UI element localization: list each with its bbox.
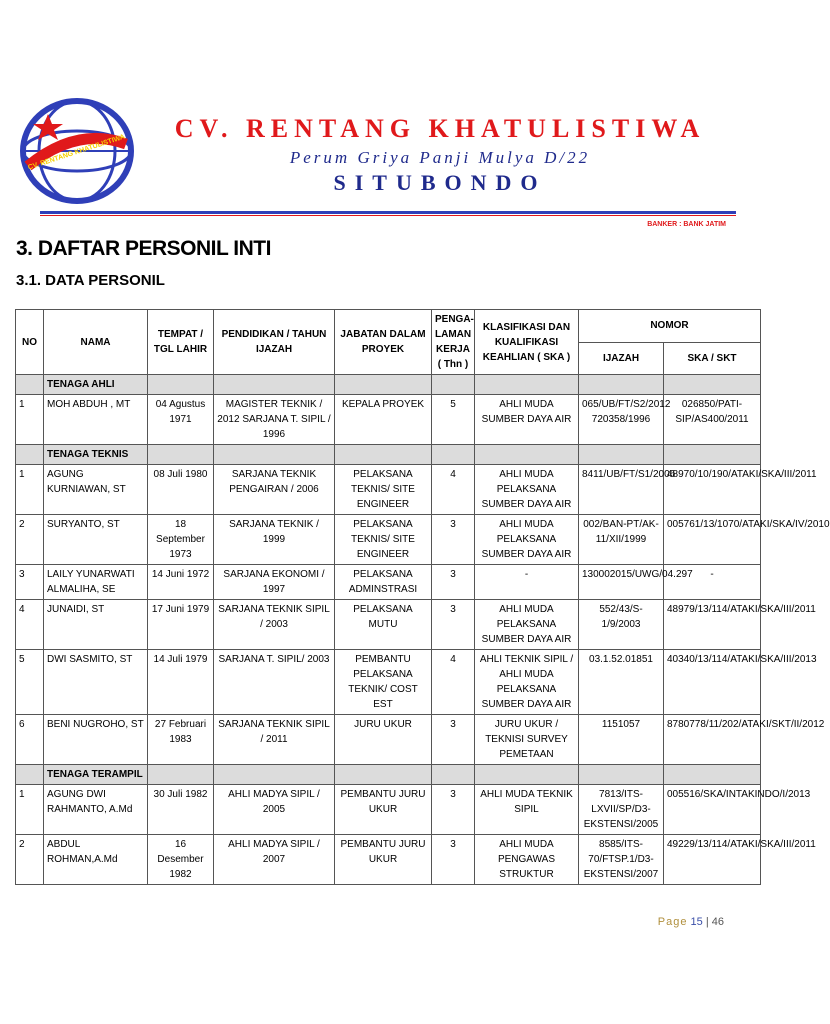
table-row [16,835,761,885]
cell-jabatan: PELAKSANA TEKNIS/ SITE ENGINEER [335,515,432,565]
cell-no: 1 [16,465,44,515]
section-row [16,445,761,465]
header-rule-red [40,215,736,216]
cell-klasifikasi: AHLI MUDA PENGAWAS STRUKTUR [475,835,579,885]
cell-ska: 40340/13/114/ATAKI/SKA/III/2013 [664,650,761,715]
cell-ijazah: 8411/UB/FT/S1/2006 [579,465,664,515]
cell-pengalaman: 3 [432,565,475,600]
cell-nama: JUNAIDI, ST [44,600,148,650]
section-cell [16,445,44,465]
table-row [16,515,761,565]
cell-ijazah: 130002015/UWG/04.297 [579,565,664,600]
cell-ttl: 04 Agustus 1971 [148,395,214,445]
cell-pendidikan: SARJANA TEKNIK / 1999 [214,515,335,565]
cell-ttl: 14 Juli 1979 [148,650,214,715]
cell-ska: 005761/13/1070/ATAKI/SKA/IV/2010 [664,515,761,565]
section-cell [475,765,579,785]
section-cell [475,375,579,395]
company-name: CV. RENTANG KHATULISTIWA [174,114,706,143]
cell-ska: 005516/SKA/INTAKINDO/I/2013 [664,785,761,835]
cell-nama: DWI SASMITO, ST [44,650,148,715]
page-number [658,916,724,928]
cell-ska: 48970/10/190/ATAKI/SKA/III/2011 [664,465,761,515]
company-city: SITUBONDO [333,170,547,195]
company-logo [18,96,136,206]
cell-pendidikan: SARJANA TEKNIK SIPIL / 2003 [214,600,335,650]
table-body [16,375,830,885]
cell-jabatan: KEPALA PROYEK [335,395,432,445]
section-cell [16,375,44,395]
section-cell [16,765,44,785]
section-row [16,375,761,395]
table-row [16,395,761,445]
cell-pendidikan: SARJANA EKONOMI / 1997 [214,565,335,600]
cell-ijazah: 1151057 [579,715,664,765]
cell-klasifikasi: AHLI MUDA SUMBER DAYA AIR [475,395,579,445]
section-cell [579,445,664,465]
cell-no: 1 [16,395,44,445]
cell-jabatan: PELAKSANA ADMINSTRASI [335,565,432,600]
cell-pengalaman: 3 [432,515,475,565]
section-heading: 3. DAFTAR PERSONIL INTI [16,237,271,260]
cell-ttl: 30 Juli 1982 [148,785,214,835]
cell-ijazah: 552/43/S-1/9/2003 [579,600,664,650]
table-row [16,650,761,715]
header-nama: NAMA [44,310,148,375]
cell-pendidikan: SARJANA TEKNIK SIPIL / 2011 [214,715,335,765]
section-cell [432,375,475,395]
section-cell [335,445,432,465]
section-cell [664,445,761,465]
cell-no: 2 [16,835,44,885]
section-cell [214,375,335,395]
cell-pengalaman: 5 [432,395,475,445]
cell-pengalaman: 3 [432,600,475,650]
cell-klasifikasi: AHLI MUDA PELAKSANA SUMBER DAYA AIR [475,515,579,565]
cell-nama: AGUNG KURNIAWAN, ST [44,465,148,515]
cell-jabatan: PELAKSANA MUTU [335,600,432,650]
cell-jabatan: PEMBANTU JURU UKUR [335,835,432,885]
header-ijazah: IJAZAH [579,342,664,375]
section-cell [664,765,761,785]
section-cell [579,765,664,785]
personnel-table [15,309,830,885]
cell-pendidikan: SARJANA TEKNIK PENGAIRAN / 2006 [214,465,335,515]
section-cell [148,765,214,785]
cell-jabatan: PEMBANTU JURU UKUR [335,785,432,835]
cell-no: 6 [16,715,44,765]
header-ska: SKA / SKT [664,342,761,375]
section-cell [214,445,335,465]
cell-ttl: 14 Juni 1972 [148,565,214,600]
cell-ijazah: 8585/ITS-70/FTSP.1/D3-EKSTENSI/2007 [579,835,664,885]
cell-nama: AGUNG DWI RAHMANTO, A.Md [44,785,148,835]
cell-ijazah: 065/UB/FT/S2/2012 720358/1996 [579,395,664,445]
header-ttl: TEMPAT / TGL LAHIR [148,310,214,375]
cell-ska: 48979/13/114/ATAKI/SKA/III/2011 [664,600,761,650]
cell-ttl: 18 September 1973 [148,515,214,565]
page-label: Page [657,916,688,928]
section-cell [214,765,335,785]
cell-pendidikan: SARJANA T. SIPIL/ 2003 [214,650,335,715]
cell-nama: MOH ABDUH , MT [44,395,148,445]
cell-nama: SURYANTO, ST [44,515,148,565]
header-pengalaman: PENGA- LAMAN KERJA ( Thn ) [432,310,475,375]
cell-ska: - [664,565,761,600]
banker-note: BANKER : BANK JATIM [647,221,726,228]
header-rule-blue [40,211,736,214]
cell-jabatan: PEMBANTU PELAKSANA TEKNIK/ COST EST [335,650,432,715]
cell-pengalaman: 3 [432,835,475,885]
section-cell [664,375,761,395]
section-cell [148,375,214,395]
cell-ttl: 17 Juni 1979 [148,600,214,650]
cell-no: 5 [16,650,44,715]
cell-ttl: 08 Juli 1980 [148,465,214,515]
section-cell [579,375,664,395]
cell-klasifikasi: AHLI MUDA PELAKSANA SUMBER DAYA AIR [475,465,579,515]
table-row [16,600,761,650]
cell-klasifikasi: AHLI MUDA PELAKSANA SUMBER DAYA AIR [475,600,579,650]
cell-pengalaman: 3 [432,715,475,765]
header-no: NO [16,310,44,375]
table-row [16,465,761,515]
cell-pengalaman: 3 [432,785,475,835]
header-nomor: NOMOR [579,310,761,343]
cell-no: 3 [16,565,44,600]
cell-jabatan: PELAKSANA TEKNIS/ SITE ENGINEER [335,465,432,515]
cell-pendidikan: AHLI MADYA SIPIL / 2007 [214,835,335,885]
header-pendidikan: PENDIDIKAN / TAHUN IJAZAH [214,310,335,375]
header-klasifikasi: KLASIFIKASI DAN KUALIFIKASI KEAHLIAN ( SKA ) [475,310,579,375]
section-cell [148,445,214,465]
cell-no: 1 [16,785,44,835]
cell-pengalaman: 4 [432,465,475,515]
section-title: TENAGA TERAMPIL [44,765,148,785]
cell-no: 2 [16,515,44,565]
section-title: TENAGA AHLI [44,375,148,395]
cell-pendidikan: AHLI MADYA SIPIL / 2005 [214,785,335,835]
cell-klasifikasi: AHLI TEKNIK SIPIL / AHLI MUDA PELAKSANA SUMBER DAYA AIR [475,650,579,715]
company-address: Perum Griya Panji Mulya D/22 [289,148,591,167]
logo-text: CV. RENTANG KHATULISTIWA [27,133,126,172]
cell-klasifikasi: JURU UKUR / TEKNISI SURVEY PEMETAAN [475,715,579,765]
section-cell [335,375,432,395]
cell-ijazah: 002/BAN-PT/AK-11/XII/1999 [579,515,664,565]
section-row [16,765,761,785]
table-row [16,715,761,765]
cell-ttl: 27 Februari 1983 [148,715,214,765]
cell-no: 4 [16,600,44,650]
cell-ska: 49229/13/114/ATAKI/SKA/III/2011 [664,835,761,885]
cell-klasifikasi: AHLI MUDA TEKNIK SIPIL [475,785,579,835]
subsection-heading: 3.1. DATA PERSONIL [16,272,165,289]
cell-klasifikasi: - [475,565,579,600]
header-jabatan: JABATAN DALAM PROYEK [335,310,432,375]
page-separator: | [705,916,709,928]
cell-ska: 026850/PATI-SIP/AS400/2011 [664,395,761,445]
page-current: 15 [690,916,703,928]
cell-jabatan: JURU UKUR [335,715,432,765]
cell-ijazah: 03.1.52.01851 [579,650,664,715]
cell-pendidikan: MAGISTER TEKNIK / 2012 SARJANA T. SIPIL / 1996 [214,395,335,445]
table-row [16,785,761,835]
page-total: 46 [711,916,724,928]
section-cell [475,445,579,465]
section-title: TENAGA TEKNIS [44,445,148,465]
cell-nama: ABDUL ROHMAN,A.Md [44,835,148,885]
cell-pengalaman: 4 [432,650,475,715]
cell-nama: BENI NUGROHO, ST [44,715,148,765]
section-cell [432,445,475,465]
section-cell [335,765,432,785]
cell-ijazah: 7813/ITS-LXVII/SP/D3-EKSTENSI/2005 [579,785,664,835]
table-row [16,565,761,600]
section-cell [432,765,475,785]
cell-ska: 8780778/11/202/ATAKI/SKT/II/2012 [664,715,761,765]
cell-nama: LAILY YUNARWATI ALMALIHA, SE [44,565,148,600]
cell-ttl: 16 Desember 1982 [148,835,214,885]
